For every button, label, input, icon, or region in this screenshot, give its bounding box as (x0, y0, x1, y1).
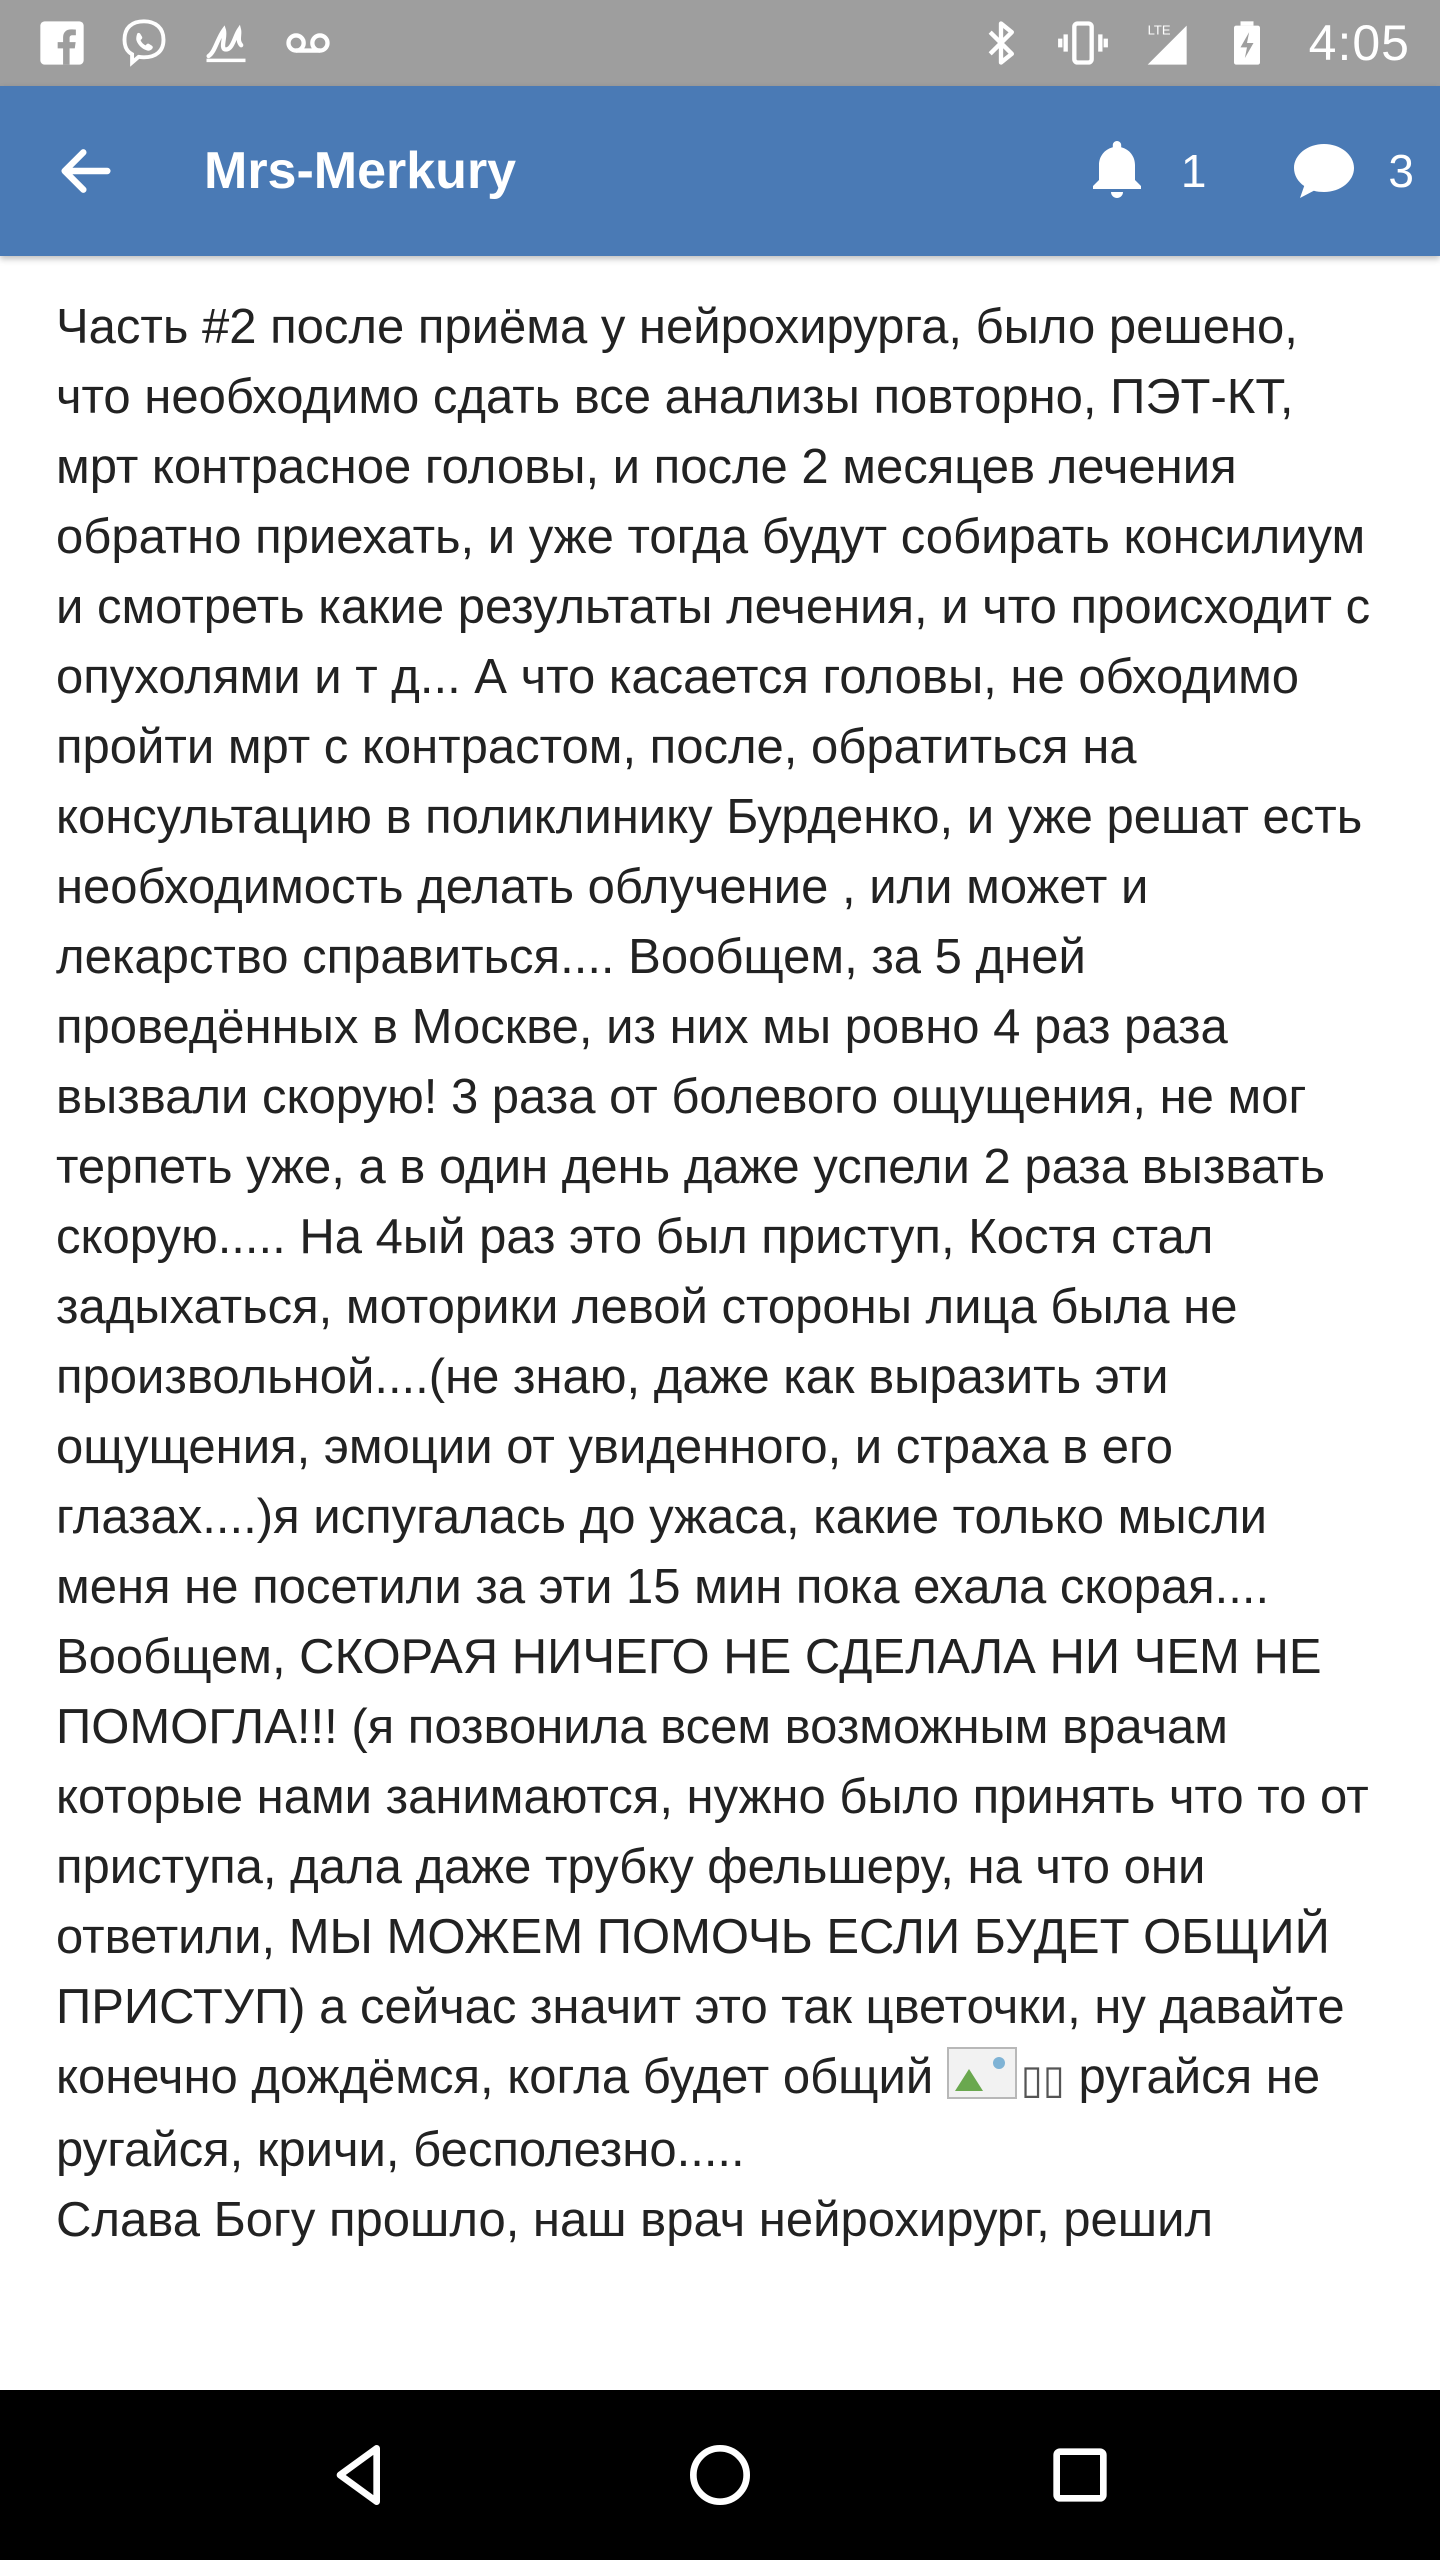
status-bar-left (36, 17, 334, 69)
recents-square-icon (1040, 2435, 1120, 2515)
battery-charging-icon (1221, 17, 1273, 69)
page-title: Mrs-Merkury (204, 142, 517, 200)
nav-recents-button[interactable] (1015, 2410, 1145, 2540)
navigation-bar (0, 2390, 1440, 2560)
notifications-count: 1 (1180, 145, 1207, 197)
viber-icon (118, 17, 170, 69)
vibrate-icon (1057, 17, 1109, 69)
arrow-left-icon (54, 139, 118, 203)
facebook-icon (36, 17, 88, 69)
status-bar (0, 0, 1440, 86)
messages-count: 3 (1388, 145, 1414, 197)
clock: 4:05 (1308, 15, 1410, 71)
signal-lte-icon (1139, 17, 1191, 69)
chat-bubble-icon (1288, 135, 1360, 207)
back-button[interactable] (36, 121, 136, 221)
nav-back-button[interactable] (295, 2410, 425, 2540)
post-text-part-1: Часть #2 после приёма у нейрохирурга, было решено, что необходимо сдать все анализы повторно, ПЭТ-КТ, мрт контрасное головы, и после 2 месяцев лечения обратно приехать, и уже тогда будут собирать консилиум и смотреть какие результаты лечения, и что происходит с опухолями и т д... А что касается головы, не обходимо пройти мрт с контрастом, после, обратиться на консультацию в поликлинику Бурденко, и уже решат есть необходимость делать облучение , или может и лекарство справиться.... Вообщем, за 5 дней проведённых в Москве, из них мы ровно 4 раз раза вызвали скорую! 3 раза от болевого ощущения, не мог терпеть уже, а в один день даже успели 2 раза вызвать скорую..... На 4ый раз это был приступ, Костя стал задыхаться, моторики левой стороны лица была не произвольной....(не знаю, даже как выразить эти ощущения, эмоции от увиденного, и страха в его глазах....)я испугалась до ужаса, какие только мысли меня не посетили за эти 15 мин пока ехала скорая.... Вообщем, СКОРАЯ НИЧЕГО НЕ СДЕЛАЛА НИ ЧЕМ НЕ ПОМОГЛА!!! (я позвонила всем возможным врачам которые нами занимаются, нужно было принять что то от приступа, дала даже трубку фельшеру, на что они ответили, МЫ МОЖЕМ ПОМОЧЬ ЕСЛИ БУДЕТ ОБЩИЙ ПРИСТУП) а сейчас значит это так цветочки, ну давайте конечно дождёмся, когла будет общий (56, 300, 1384, 2104)
back-triangle-icon (320, 2435, 400, 2515)
svg-text:LTE: LTE (1147, 22, 1171, 38)
nav-home-button[interactable] (655, 2410, 785, 2540)
voicemail-icon (282, 17, 334, 69)
status-bar-right (975, 14, 1410, 72)
broken-emoji-image (947, 2047, 1017, 2099)
app-bar (0, 86, 1440, 256)
post-text-part-2: ругайся не ругайся, кричи, бесполезно..... Слава Богу прошло, наш врач нейрохирург, решил (56, 2050, 1321, 2247)
messages-button[interactable] (1288, 121, 1414, 221)
broken-emoji-glyphs: ▯▯ (1020, 2058, 1065, 2102)
home-circle-icon (680, 2435, 760, 2515)
post-body (56, 292, 1384, 2255)
bluetooth-icon (975, 17, 1027, 69)
notifications-button[interactable] (1081, 121, 1207, 221)
post-content[interactable] (0, 256, 1440, 2390)
bell-icon (1081, 135, 1153, 207)
sketch-app-icon (200, 17, 252, 69)
